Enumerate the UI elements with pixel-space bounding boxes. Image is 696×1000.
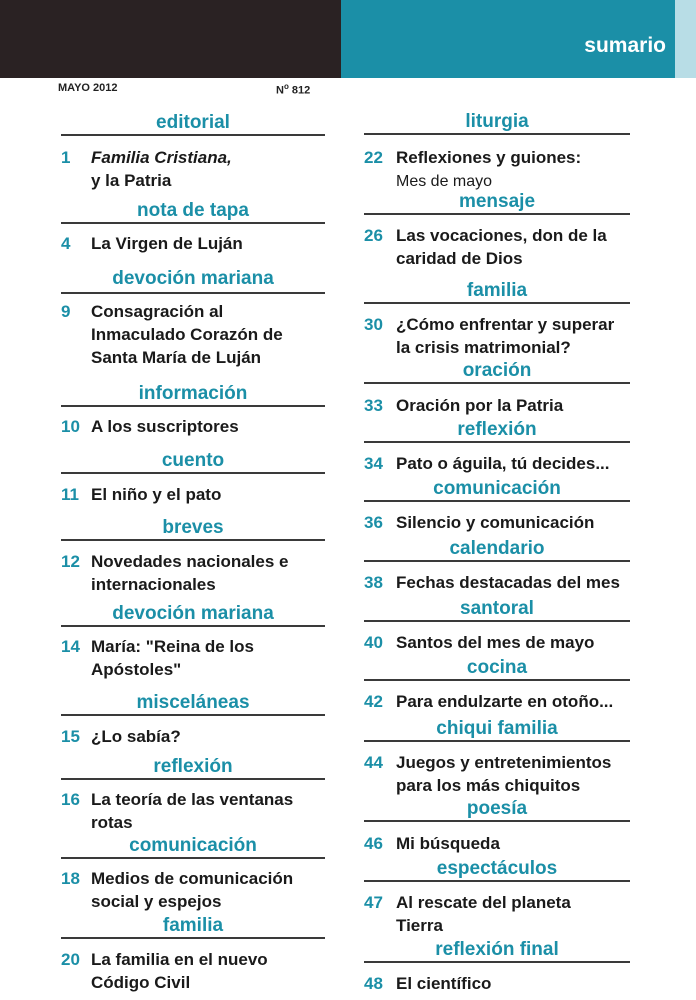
section-rule <box>61 222 325 224</box>
section-heading: editorial <box>156 112 230 133</box>
page-number: 36 <box>364 513 383 532</box>
section-rule <box>61 539 325 541</box>
section-heading: nota de tapa <box>137 200 249 221</box>
section-heading: cuento <box>161 450 225 471</box>
section-heading: espectáculos <box>436 858 558 879</box>
section-heading: devoción mariana <box>112 268 274 289</box>
page-number: 4 <box>61 234 71 253</box>
section-heading: misceláneas <box>136 692 250 713</box>
section-heading: familia <box>162 915 224 936</box>
page-number: 20 <box>61 950 80 969</box>
article-title: La Virgen de Luján <box>91 234 243 253</box>
header-dark-block <box>0 0 341 78</box>
page-number: 34 <box>364 454 383 473</box>
page-number: 14 <box>61 637 80 656</box>
article-title: El científico <box>396 974 492 993</box>
article-title: Medios de comunicación social y espejos <box>91 869 294 911</box>
header-light-strip <box>675 0 696 78</box>
page-number: 26 <box>364 226 383 245</box>
page-title: sumario <box>584 34 666 57</box>
section-rule <box>61 625 325 627</box>
section-rule <box>364 441 630 443</box>
article-title: A los suscriptores <box>91 417 239 436</box>
article-title: Juegos y entretenimientos para los más chiquitos <box>396 753 612 795</box>
article-title: Oración por la Patria <box>396 396 564 415</box>
page-number: 18 <box>61 869 80 888</box>
page-number: 22 <box>364 148 383 167</box>
section-heading: calendario <box>449 538 545 559</box>
section-heading: comunicación <box>433 478 561 499</box>
page-number: 42 <box>364 692 383 711</box>
section-rule <box>364 820 630 822</box>
article-title: Novedades nacionales e internacionales <box>91 552 289 594</box>
section-rule <box>61 778 325 780</box>
page-number: 9 <box>61 302 71 321</box>
article-title: ¿Lo sabía? <box>91 727 181 746</box>
page-number: 40 <box>364 633 383 652</box>
section-heading: reflexión <box>153 756 233 777</box>
section-rule <box>364 560 630 562</box>
section-heading: santoral <box>460 598 534 619</box>
page-number: 46 <box>364 834 383 853</box>
article-title: La teoría de las ventanas rotas <box>91 790 294 832</box>
section-rule <box>61 292 325 294</box>
section-rule <box>364 620 630 622</box>
section-heading: reflexión <box>457 419 537 440</box>
page-number: 12 <box>61 552 80 571</box>
article-title: ¿Cómo enfrentar y superar la crisis matrimonial? <box>396 315 615 357</box>
page-number: 44 <box>364 753 383 772</box>
article-title: El niño y el pato <box>91 485 222 504</box>
section-rule <box>61 134 325 136</box>
page-number: 16 <box>61 790 80 809</box>
page-number: 11 <box>61 485 79 504</box>
article-title: Familia Cristiana, y la Patria <box>91 148 232 190</box>
article-title: Al rescate del planeta Tierra <box>396 893 571 935</box>
article-title: Pato o águila, tú decides... <box>396 454 610 473</box>
article-title: Para endulzarte en otoño... <box>396 692 614 711</box>
section-heading: devoción mariana <box>112 603 274 624</box>
article-title: Las vocaciones, don de la caridad de Dios <box>396 226 607 268</box>
section-rule <box>364 302 630 304</box>
section-rule <box>364 500 630 502</box>
article-title: La familia en el nuevo Código Civil <box>91 950 268 992</box>
page-number: 48 <box>364 974 383 993</box>
page-number: 30 <box>364 315 383 334</box>
section-rule <box>61 472 325 474</box>
section-heading: mensaje <box>458 191 536 212</box>
page-number: 38 <box>364 573 383 592</box>
issue-date: MAYO 2012 <box>58 82 118 94</box>
section-heading: chiqui familia <box>436 718 558 739</box>
article-title: Consagración al Inmaculado Corazón de Santa María de Luján <box>91 302 283 367</box>
section-rule <box>61 937 325 939</box>
section-heading: comunicación <box>129 835 257 856</box>
page-number: 33 <box>364 396 383 415</box>
article-title: Santos del mes de mayo <box>396 633 595 652</box>
article-title: Reflexiones y guiones: Mes de mayo <box>396 148 582 190</box>
section-rule <box>364 740 630 742</box>
section-heading: familia <box>466 280 528 301</box>
section-rule <box>61 405 325 407</box>
page-number: 1 <box>61 148 71 167</box>
article-title: Fechas destacadas del mes <box>396 573 620 592</box>
section-rule <box>364 961 630 963</box>
section-rule <box>364 880 630 882</box>
article-title: Mi búsqueda <box>396 834 500 853</box>
article-title: María: "Reina de los Apóstoles" <box>91 637 254 679</box>
issue-number: $N^o$ 812 <box>276 82 311 97</box>
section-heading: liturgia <box>465 111 529 132</box>
section-rule <box>61 714 325 716</box>
section-heading: breves <box>162 517 224 538</box>
page-number: 47 <box>364 893 383 912</box>
section-heading: poesía <box>466 798 528 819</box>
section-rule <box>364 679 630 681</box>
page-number: 10 <box>61 417 80 436</box>
section-rule <box>364 382 630 384</box>
section-heading: cocina <box>466 657 528 678</box>
section-rule <box>364 133 630 135</box>
section-heading: reflexión final <box>435 939 559 960</box>
page-number: 15 <box>61 727 80 746</box>
section-heading: información <box>138 383 248 404</box>
section-rule <box>61 857 325 859</box>
section-heading: oración <box>462 360 532 381</box>
article-title: Silencio y comunicación <box>396 513 595 532</box>
section-rule <box>364 213 630 215</box>
